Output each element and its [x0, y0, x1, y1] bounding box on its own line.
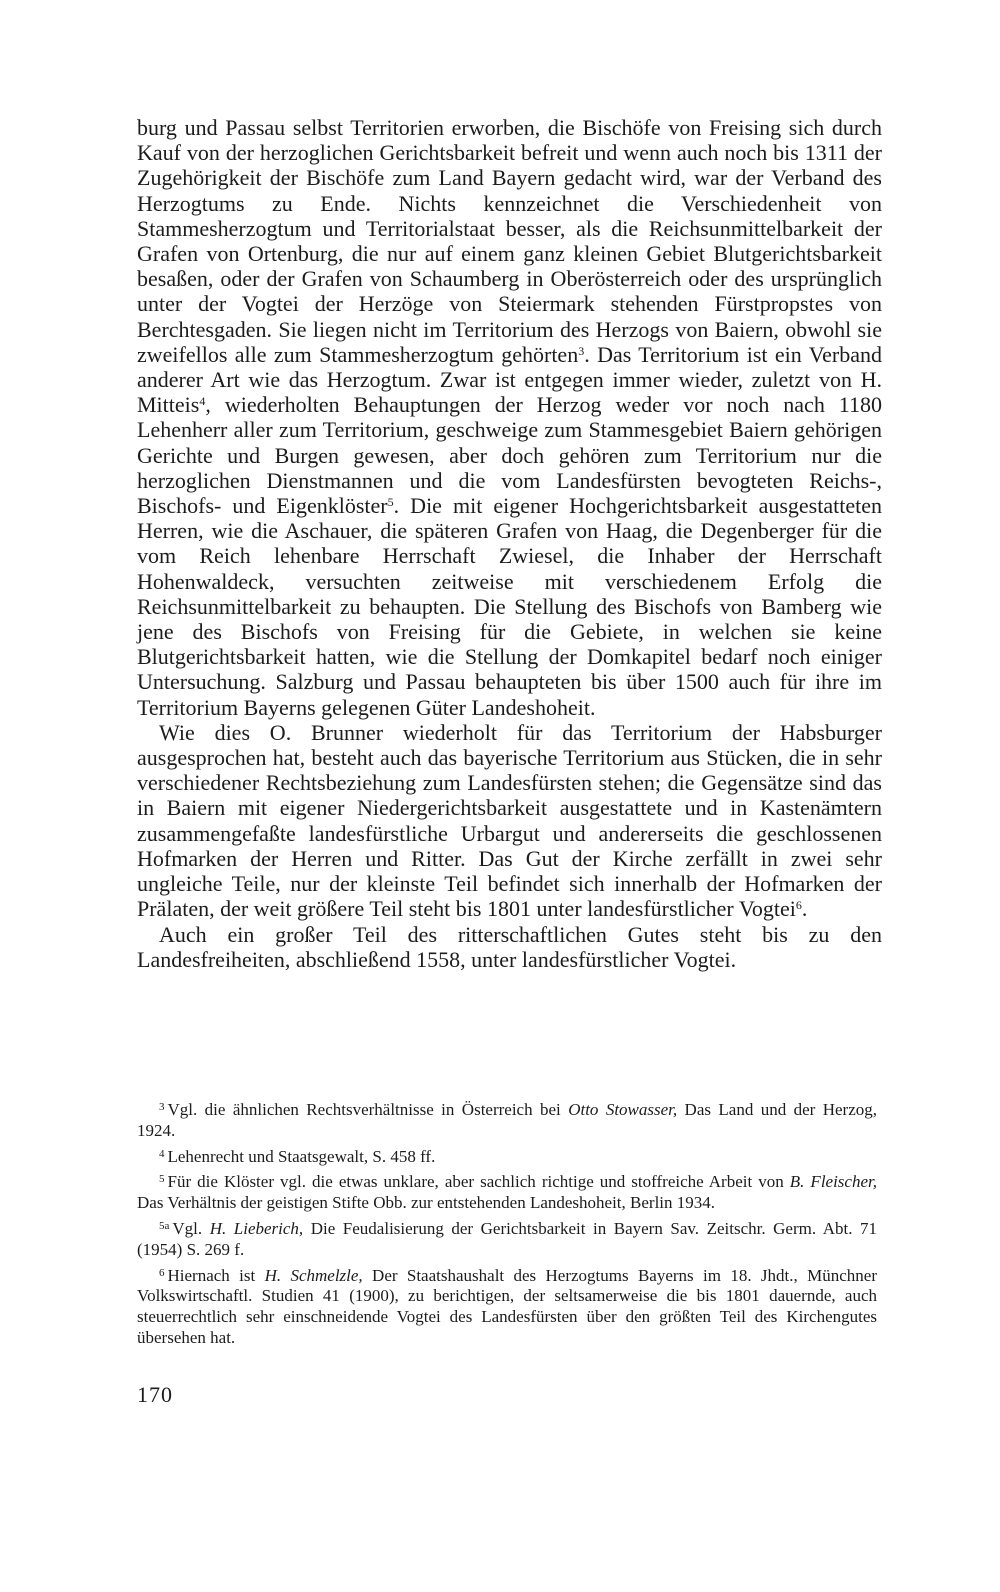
footnote — [137, 1097, 877, 1142]
footnote-number: 4 — [159, 1147, 165, 1160]
footnote-ref: 3 — [578, 343, 585, 358]
footnote-number: 5 — [159, 1173, 165, 1186]
footnote — [137, 1216, 877, 1261]
footnote-ref: 6 — [795, 898, 802, 913]
footnote — [137, 1263, 877, 1349]
footnote-author: H. Schmelzle, — [264, 1265, 363, 1285]
paragraph — [137, 115, 882, 720]
footnotes — [137, 1097, 877, 1351]
footnote-text: Vgl. die ähnlichen Rechtsverhältnisse in Österreich bei — [167, 1100, 569, 1119]
footnote-number: 5a — [159, 1219, 170, 1232]
footnote-author: H. Lieberich, — [209, 1218, 304, 1238]
text-run: . Das Territorium ist ein Verband anderer Art wie das Herzogtum. Zwar ist entgegen immer wieder, zuletzt von H. Mitteis — [137, 341, 882, 418]
footnote-ref: 4 — [199, 394, 206, 409]
footnote-author: B. Fleischer, — [789, 1172, 877, 1192]
footnote-text: Lehenrecht und Staatsgewalt, S. 458 ff. — [167, 1146, 436, 1166]
text-run: . — [801, 896, 808, 922]
footnote-text: Das Land und der Herzog, 1924. — [137, 1100, 878, 1140]
footnote-text: Hiernach ist — [167, 1265, 265, 1285]
footnote-ref: 5 — [387, 495, 394, 510]
footnote-number: 6 — [159, 1266, 165, 1279]
footnote-text: Die Feudalisierung der Gerichtsbarkeit in Bayern Sav. Zeitschr. Germ. Abt. 71 (1954) S. 269 f. — [137, 1218, 877, 1259]
main-text — [137, 115, 882, 972]
footnote-text: Das Verhältnis der geistigen Stifte Obb. zur entstehenden Landeshoheit, Berlin 1934. — [137, 1193, 716, 1213]
text-run: , wiederholten Behauptungen der Herzog weder vor noch nach 1180 Lehenherr aller zum Territorium, geschweige zum Stammesgebiet Baiern gehörigen Gerichte und Burgen gewesen, aber doch gehören zum Territorium nur die herzoglichen Dienstmannen und die vom Landesfürsten bevogteten Reichs-, Bischofs- und Eigenklöster — [137, 392, 882, 519]
footnote-author: Otto Stowasser, — [568, 1100, 678, 1119]
paragraph — [137, 922, 882, 972]
footnote-number: 3 — [159, 1101, 165, 1113]
page-number: 170 — [137, 1382, 173, 1407]
text-run: Wie dies O. Brunner wiederholt für das Territorium der Habsburger ausgesprochen hat, besteht auch das bayerische Territorium aus Stücken, die in sehr verschiedener Rechtsbeziehung zum Landesfürsten stehen; die Gegensätze sind das in Baiern mit eigener Niedergerichtsbarkeit ausgestattete und in Kastenämtern zusammengefaßte landesfürstliche Urbargut und andererseits die geschlossenen Hofmarken der Herren und Ritter. Das Gut der Kirche zerfällt in zwei sehr ungleiche Teile, nur der kleinste Teil befindet sich innerhalb der Hofmarken der Prälaten, der weit größere Teil steht bis 1801 unter landesfürstlicher Vogtei — [137, 719, 882, 922]
footnote — [137, 1144, 877, 1168]
footnote-text: Für die Klöster vgl. die etwas unklare, aber sachlich richtige und stoffreiche Arbeit von — [167, 1172, 790, 1192]
footnote-text: Der Staatshaushalt des Herzogtums Bayerns im 18. Jhdt., Münchner Volkswirtschaftl. Studien 41 (1900), zu berichtigen, der seltsamerweise die bis 1801 dauernde, auch steuerrechtlich sehr einschneidende Vogtei des Landesfürsten über den größten Teil des Kirchengutes übersehen hat. — [137, 1265, 877, 1347]
footnote — [137, 1169, 877, 1214]
footnote-text: Vgl. — [172, 1218, 210, 1238]
text-run: Auch ein großer Teil des ritterschaftlichen Gutes steht bis zu den Landesfreiheiten, abschließend 1558, unter landesfürstlicher Vogtei. — [137, 921, 882, 972]
text-run: . Die mit eigener Hochgerichtsbarkeit ausgestatteten Herren, wie die Aschauer, die späteren Grafen von Haag, die Degenberger für die vom Reich lehenbare Herrschaft Zwiesel, die Inhaber der Herrschaft Hohenwaldeck, versuchten zeitweise mit verschiedenem Erfolg die Reichsunmittelbarkeit zu behaupten. Die Stellung des Bischofs von Bamberg wie jene des Bischofs von Freising für die Gebiete, in welchen sie keine Blutgerichtsbarkeit hatten, wie die Stellung der Domkapitel bedarf noch einiger Untersuchung. Salzburg und Passau behaupteten bis über 1500 auch für ihre im Territorium Bayerns gelegenen Güter Landeshoheit. — [137, 493, 882, 720]
text-run: burg und Passau selbst Territorien erworben, die Bischöfe von Freising sich durch Kauf von der herzoglichen Gerichtsbarkeit befreit und wenn auch noch bis 1311 der Zugehörigkeit der Bischöfe zum Land Bayern gedacht wird, war der Verband des Herzogtums zu Ende. Nichts kennzeichnet die Verschiedenheit von Stammesherzogtum und Territorialstaat besser, als die Reichsunmittelbarkeit der Grafen von Ortenburg, die nur auf einem ganz kleinen Gebiet Blutgerichtsbarkeit besaßen, oder der Grafen von Schaumberg in Oberösterreich oder des ursprünglich unter der Vogtei der Herzöge von Steiermark stehenden Fürstpropstes von Berchtesgaden. Sie liegen nicht im Territorium des Herzogs von Baiern, obwohl sie zweifellos alle zum Stammesherzogtum gehörten — [137, 115, 882, 367]
paragraph — [137, 720, 882, 922]
